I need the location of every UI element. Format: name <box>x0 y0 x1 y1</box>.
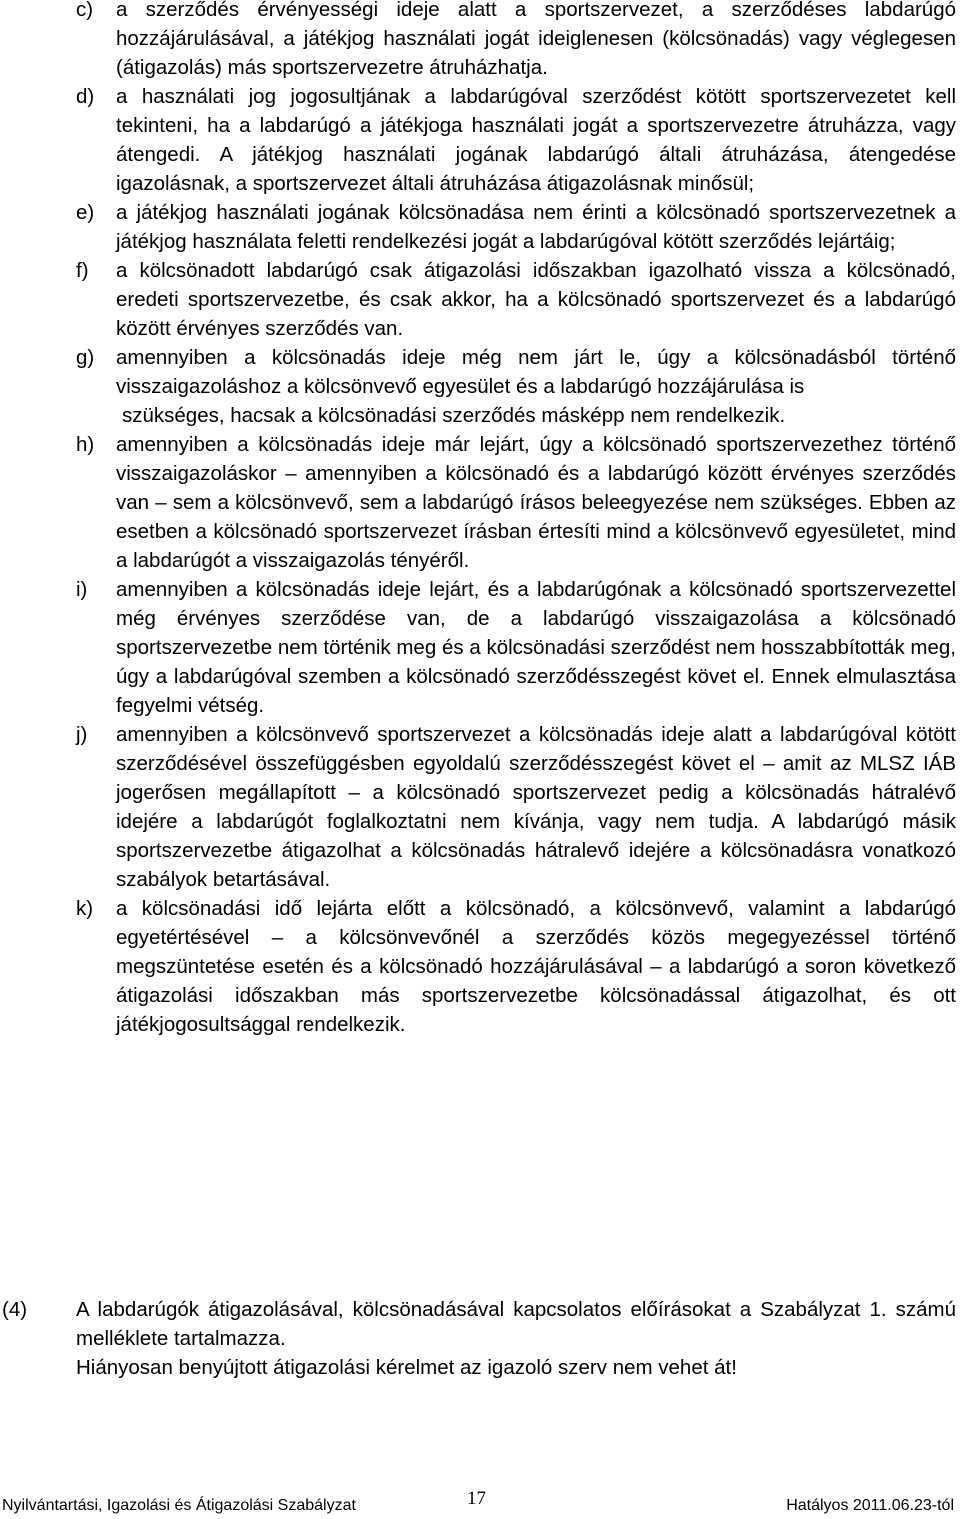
item-marker: d) <box>76 85 95 108</box>
item-marker: e) <box>76 201 95 224</box>
list-item-f <box>76 256 956 343</box>
item-body <box>116 0 956 82</box>
list-item-i <box>76 575 956 720</box>
item-paragraph: a kölcsönadási idő lejárta előtt a kölcsönadó, a kölcsönvevő, valamint a labdarúgó egyetértésével – a kölcsönvevőnél a szerződés közös megegyezéssel történő megszüntetése esetén és a kölcsönadó hozzájárulásával – a labdarúgó a soron következő átigazolási időszakban más sportszervezetbe kölcsönadással átigazolhat, és ott játékjogosultsággal rendelkezik. <box>116 897 956 1036</box>
item-marker: h) <box>76 433 95 456</box>
item-body <box>116 575 956 720</box>
item-paragraph: a játékjog használati jogának kölcsönadása nem érinti a kölcsönadó sportszervezetnek a játékjog használata feletti rendelkezési jogát a labdarúgóval kötött szerződés lejártáig; <box>116 201 956 253</box>
footer-document-title: Nyilvántartási, Igazolási és Átigazolási Szabályzat <box>2 1497 356 1514</box>
item-paragraph: amennyiben a kölcsönadás ideje már lejárt, úgy a kölcsönadó sportszervezethez történő visszaigazoláskor – amennyiben a kölcsönadó és a labdarúgó között érvényes szerződés van – sem a kölcsönvevő, sem a labdarúgó írásos beleegyezése nem szükséges. Ebben az esetben a kölcsönadó sportszervezet írásban értesíti mind a kölcsönvevő egyesületet, mind a labdarúgót a visszaigazolás tényéről. <box>116 433 956 572</box>
item-body <box>116 894 956 1039</box>
item-marker: f) <box>76 259 89 282</box>
list-item-j <box>76 720 956 894</box>
footer-effective-date: Hatályos 2011.06.23-tól <box>786 1497 954 1514</box>
item-paragraph: a használati jog jogosultjának a labdarúgóval szerződést kötött sportszervezetet kell tekinteni, ha a labdarúgó a játékjoga használati jogát a sportszervezetre átruházza, vagy átengedi. A játékjog használati jogának labdarúgó általi átruházása, átengedése igazolásnak, a sportszervezet általi átruházása átigazolásnak minősül; <box>116 85 956 195</box>
list-item-h <box>76 430 956 575</box>
item-paragraph: amennyiben a kölcsönadás ideje lejárt, és a labdarúgónak a kölcsönadó sportszervezettel még érvényes szerződése van, de a labdarúgó visszaigazolása a kölcsönadó sportszervezetbe nem történik meg és a kölcsönadási szerződést nem hosszabbították meg, úgy a labdarúgóval szemben a kölcsönadó szerződésszegést követ el. Ennek elmulasztása fegyelmi vétség. <box>116 578 956 717</box>
item-body <box>116 256 956 343</box>
list-item-d <box>76 82 956 198</box>
item-paragraph: szükséges, hacsak a kölcsönadási szerződés másképp nem rendelkezik. <box>122 404 786 427</box>
section-marker: (4) <box>2 1298 28 1321</box>
list-item-e <box>76 198 956 256</box>
list-content <box>76 0 956 1039</box>
section-paragraph: Hiányosan benyújtott átigazolási kérelmet az igazoló szerv nem vehet át! <box>76 1356 737 1379</box>
item-paragraph: a szerződés érvényességi ideje alatt a sportszervezet, a szerződéses labdarúgó hozzájárulásával, a játékjog használati jogát ideiglenesen (kölcsönadás) vagy véglegesen (átigazolás) más sportszervezetre átruházhatja. <box>116 0 956 79</box>
footer-page-number: 17 <box>467 1488 486 1509</box>
item-body <box>116 343 956 430</box>
item-body <box>116 720 956 894</box>
section-4 <box>0 1295 956 1382</box>
page-footer <box>0 1484 960 1518</box>
item-marker: g) <box>76 346 95 369</box>
item-marker: i) <box>76 578 88 601</box>
list-item-c <box>76 0 956 82</box>
item-marker: k) <box>76 897 94 920</box>
section-body <box>76 1295 956 1382</box>
list-item-g <box>76 343 956 430</box>
item-paragraph: a kölcsönadott labdarúgó csak átigazolási időszakban igazolható vissza a kölcsönadó, eredeti sportszervezetbe, és csak akkor, ha a kölcsönadó sportszervezet és a labdarúgó között érvényes szerződés van. <box>116 259 956 340</box>
item-paragraph: amennyiben a kölcsönadás ideje még nem járt le, úgy a kölcsönadásból történő visszaigazoláshoz a kölcsönvevő egyesület és a labdarúgó hozzájárulása is <box>116 346 956 398</box>
item-marker: c) <box>76 0 94 21</box>
section-paragraph: A labdarúgók átigazolásával, kölcsönadásával kapcsolatos előírásokat a Szabályzat 1. számú melléklete tartalmazza. <box>76 1298 956 1350</box>
item-paragraph: amennyiben a kölcsönvevő sportszervezet a kölcsönadás ideje alatt a labdarúgóval kötött szerződésével összefüggésben egyoldalú szerződésszegést követ el – amit az MLSZ IÁB jogerősen megállapított – a kölcsönadó sportszervezet pedig a kölcsönadás hátralévő idejére a labdarúgót foglalkoztatni nem kívánja, vagy nem tudja. A labdarúgó másik sportszervezetbe átigazolhat a kölcsönadás hátralevő idejére a kölcsönadásra vonatkozó szabályok betartásával. <box>116 723 956 891</box>
item-body <box>116 430 956 575</box>
item-body <box>116 82 956 198</box>
item-body <box>116 198 956 256</box>
item-marker: j) <box>76 723 88 746</box>
list-item-k <box>76 894 956 1039</box>
